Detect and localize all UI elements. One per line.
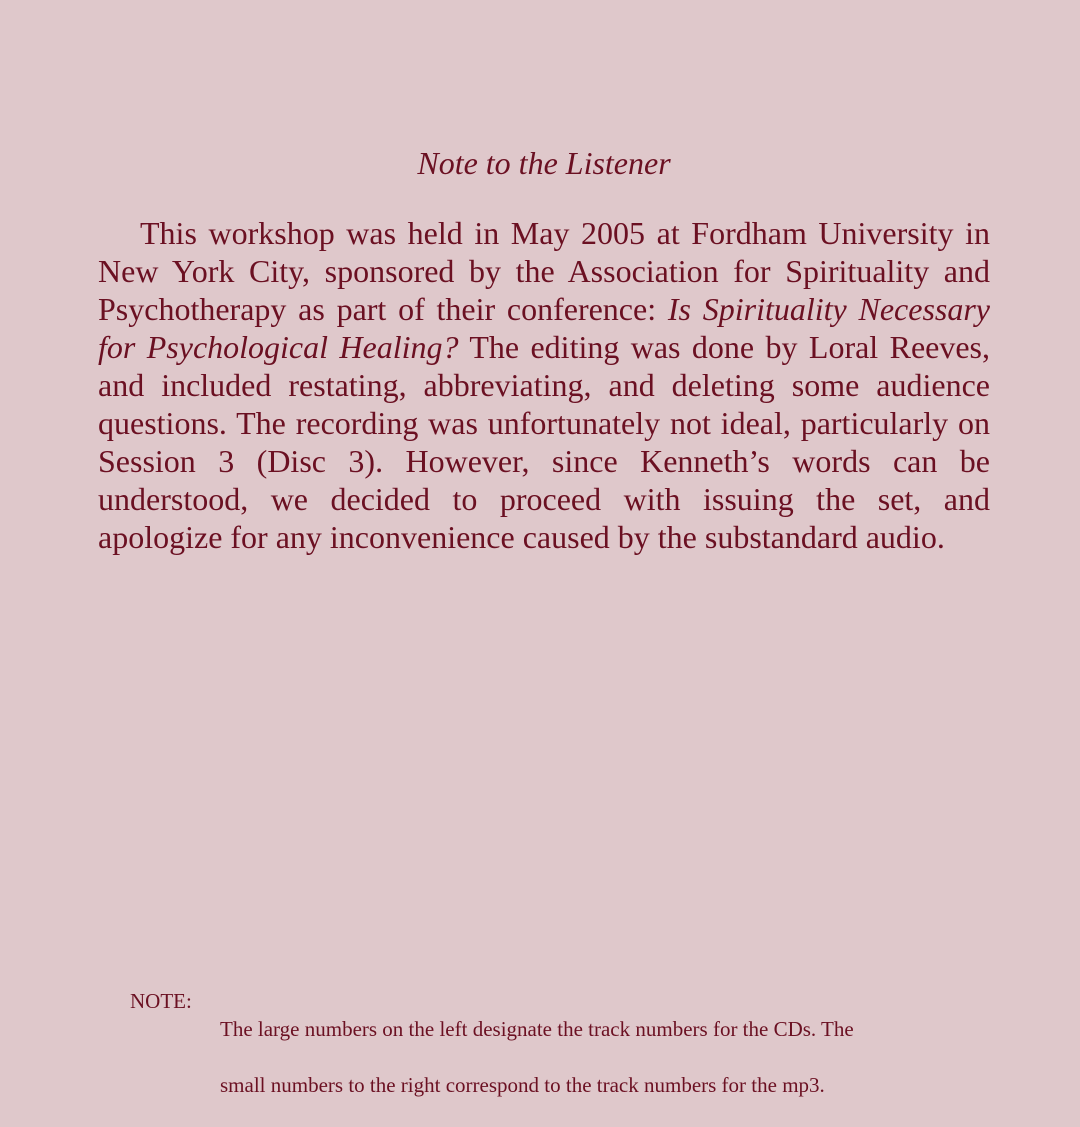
note-label: NOTE: <box>130 989 192 1013</box>
body-text-part-1: This workshop was held in May 2005 at Fordham University in New York City, sponsored by the Association for Spirituality and Psychotherapy as part of their conference: <box>98 215 990 327</box>
note-text <box>220 987 960 1127</box>
note-line-1: The large numbers on the left designate the track numbers for the CDs. The <box>220 1017 854 1041</box>
body-text-part-2: The editing was done by Loral Reeves, and included restating, abbreviating, and deleting some audience questions. The recording was unfortunately not ideal, particularly on Session 3 (Disc 3). However, since Kenneth’s words can be understood, we decided to proceed with issuing the set, and apologize for any inconvenience caused by the substandard audio. <box>98 329 991 555</box>
body-paragraph <box>98 214 990 556</box>
footer-note <box>130 987 960 1127</box>
conference-title: Is Spirituality Necessary for Psychological Healing? <box>98 291 991 365</box>
note-line-2: small numbers to the right correspond to the track numbers for the mp3. <box>220 1073 825 1097</box>
page-title: Note to the Listener <box>417 145 671 181</box>
